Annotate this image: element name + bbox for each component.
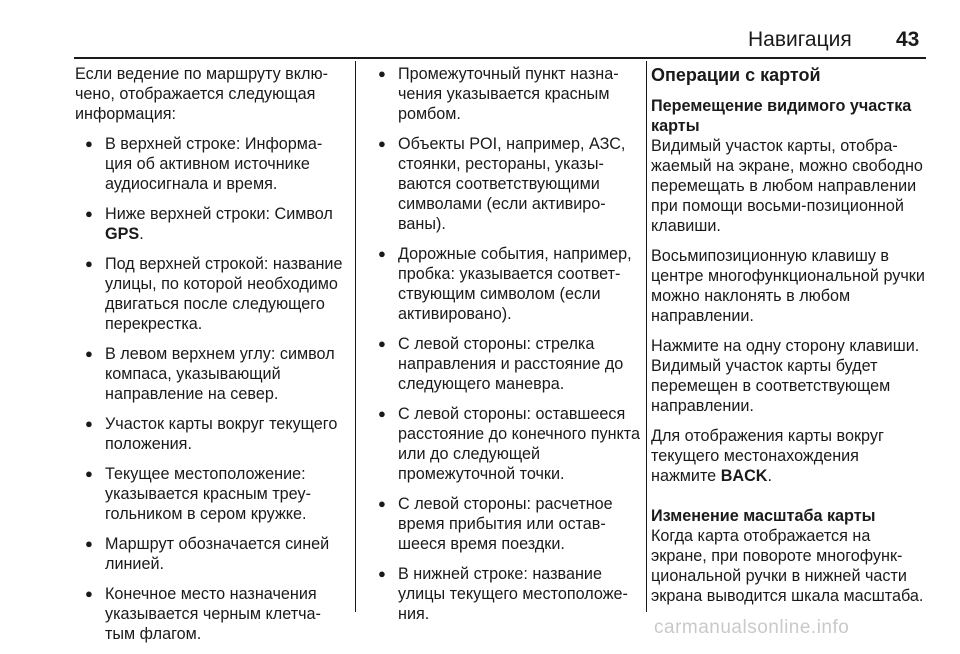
bullet-icon: ● xyxy=(378,336,386,351)
list-item: ● В левом верхнем углу: символ компаса, указывающий направление на север. xyxy=(85,345,335,403)
list-item: ● С левой стороны: стрелка направления и расстояние до следующего маневра. xyxy=(378,335,624,393)
bullet-icon: ● xyxy=(85,416,93,431)
gps-label: GPS xyxy=(105,225,140,243)
column-divider xyxy=(355,61,356,612)
column-3 xyxy=(651,64,927,616)
subheading-map-scale: Изменение масштаба карты xyxy=(651,507,876,525)
paragraph: Для отображения карты вокруг текущего местонахождения нажмите BACK. xyxy=(651,427,884,485)
bullet-icon: ● xyxy=(378,66,386,81)
paragraph: Когда карта отображается на экране, при повороте многофунк-циональной ручки в нижней части экрана выводится шкала масштаба. xyxy=(651,527,924,605)
info-list xyxy=(368,64,640,624)
bullet-icon: ● xyxy=(85,536,93,551)
list-item: ● Маршрут обозначается синей линией. xyxy=(85,535,330,573)
bullet-icon: ● xyxy=(85,586,93,601)
list-item: ● Промежуточный пункт назна-чения указывается красным ромбом. xyxy=(378,65,619,123)
list-item: ● С левой стороны: оставшееся расстояние до конечного пункта или до следующей промежуточной точки. xyxy=(378,405,641,483)
watermark: carmanualsonline.info xyxy=(654,617,850,638)
bullet-icon: ● xyxy=(378,496,386,511)
bullet-icon: ● xyxy=(378,566,386,581)
list-item: ● Дорожные события, например, пробка: указывается соответ-ствующим символом (если активировано). xyxy=(378,245,632,323)
bullet-icon: ● xyxy=(378,246,386,261)
bullet-icon: ● xyxy=(85,206,93,221)
list-item: ● Текущее местоположение: указывается красным треу-гольником в сером кружке. xyxy=(85,465,311,523)
list-item: ● С левой стороны: расчетное время прибытия или остав-шееся время поездки. xyxy=(378,495,613,553)
column-2 xyxy=(368,64,640,634)
paragraph: Восьмипозиционную клавишу в центре многофункциональной ручки можно наклонять в любом направлении. xyxy=(651,247,925,325)
info-list xyxy=(75,134,347,644)
header-rule xyxy=(74,57,926,59)
list-item: ● Объекты POI, например, АЗС, стоянки, рестораны, указы-ваются соответствующими символами (если активиро-ваны). xyxy=(378,135,626,233)
page-number: 43 xyxy=(896,28,920,51)
list-item: ● Под верхней строкой: название улицы, по которой необходимо двигаться после следующего перекрестка. xyxy=(85,255,343,333)
column-1 xyxy=(75,64,347,654)
section-heading: Операции с картой xyxy=(651,65,821,85)
bullet-icon: ● xyxy=(378,136,386,151)
list-item: ● Ниже верхней строки: Символ GPS. xyxy=(85,205,333,243)
bullet-icon: ● xyxy=(85,136,93,151)
bullet-icon: ● xyxy=(85,346,93,361)
list-item: ● Конечное место назначения указывается черным клетча-тым флагом. xyxy=(85,585,321,643)
list-item: ● В нижней строке: название улицы текущего местоположе-ния. xyxy=(378,565,628,623)
list-item: ● В верхней строке: Информа-ция об активном источнике аудиосигнала и время. xyxy=(85,135,323,193)
subheading-move-map: Перемещение видимого участка карты xyxy=(651,97,912,135)
list-item: ● Участок карты вокруг текущего положения. xyxy=(85,415,338,453)
paragraph: Видимый участок карты, отобра-жаемый на экране, можно свободно перемещать в любом направлении при помощи восьми-позиционной клавиши. xyxy=(651,137,923,235)
section-title: Навигация xyxy=(748,28,852,51)
bullet-icon: ● xyxy=(378,406,386,421)
column-divider xyxy=(646,61,647,612)
intro-paragraph: Если ведение по маршруту вклю-чено, отображается следующая информация: xyxy=(75,65,329,123)
back-key-label: BACK xyxy=(720,467,768,485)
paragraph: Нажмите на одну сторону клавиши. Видимый участок карты будет перемещен в соответствующем направлении. xyxy=(651,337,920,415)
bullet-icon: ● xyxy=(85,466,93,481)
bullet-icon: ● xyxy=(85,256,93,271)
